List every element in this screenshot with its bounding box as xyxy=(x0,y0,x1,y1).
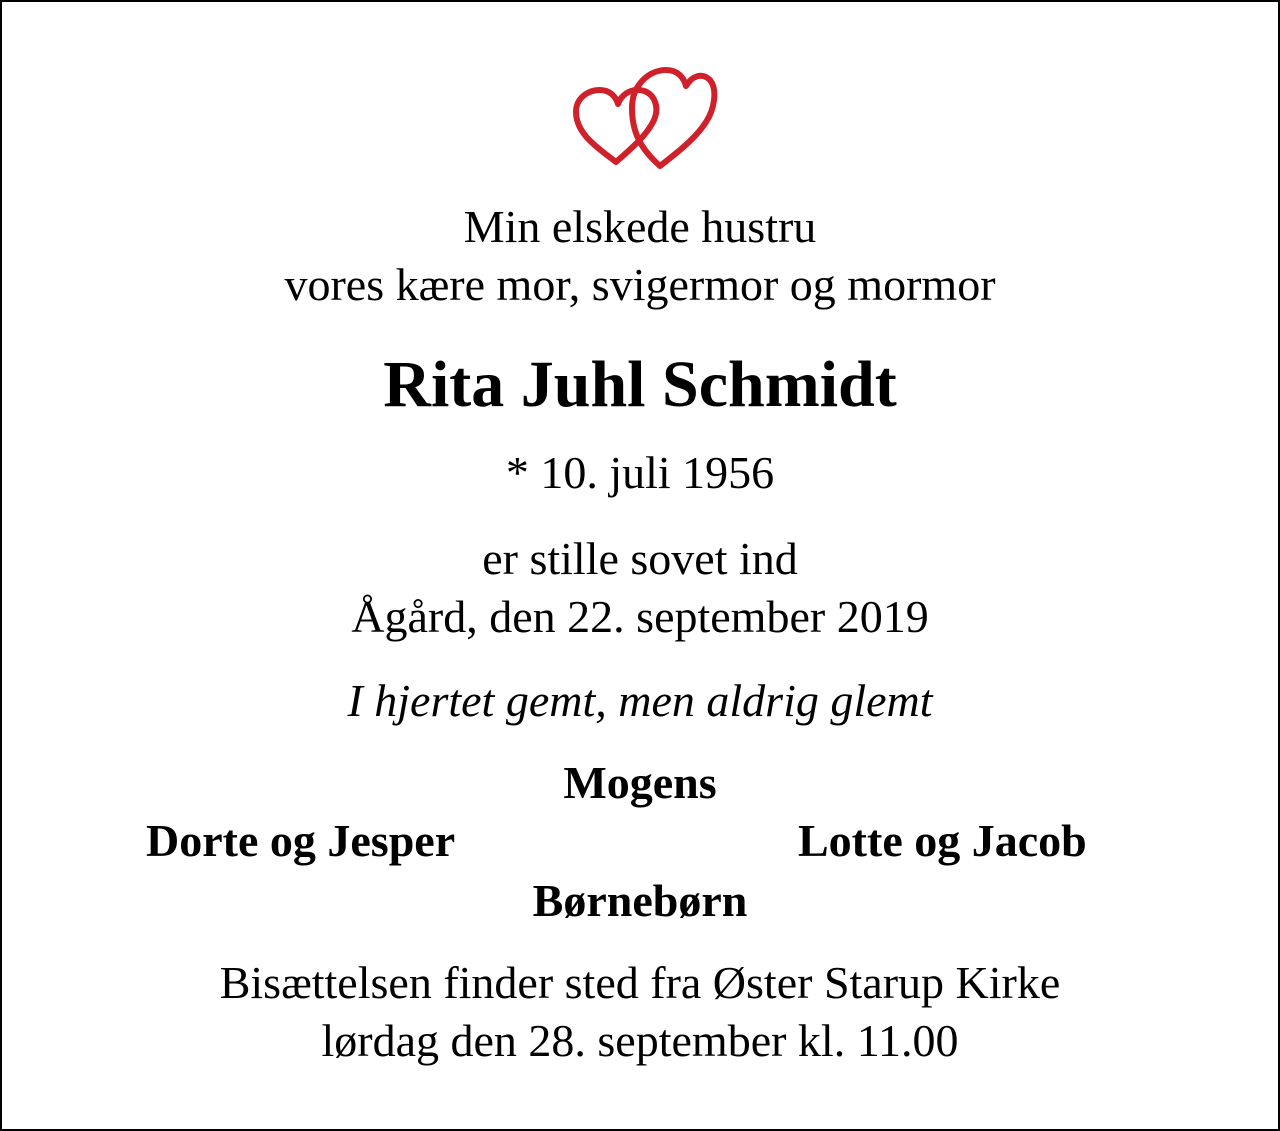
mourner-right: Lotte og Jacob xyxy=(798,815,1087,866)
double-hearts-icon xyxy=(568,62,718,172)
service-line-1: Bisættelsen finder sted fra Øster Starup Kirke xyxy=(219,957,1061,1008)
passing-line-1: er stille sovet ind xyxy=(482,533,798,584)
intro-line-2: vores kære mor, svigermor og mormor xyxy=(284,259,996,310)
passing-line-2: Ågård, den 22. september 2019 xyxy=(351,591,929,642)
mourner-grandchildren: Børnebørn xyxy=(532,875,748,926)
intro-line-1: Min elskede hustru xyxy=(463,201,817,252)
birth-date: * 10. juli 1956 xyxy=(505,447,775,498)
memorial-verse: I hjertet gemt, men aldrig glemt xyxy=(347,675,933,726)
mourner-left: Dorte og Jesper xyxy=(146,815,456,866)
deceased-name: Rita Juhl Schmidt xyxy=(383,348,897,421)
service-line-2: lørdag den 28. september kl. 11.00 xyxy=(321,1015,959,1066)
mourner-spouse: Mogens xyxy=(563,757,717,808)
